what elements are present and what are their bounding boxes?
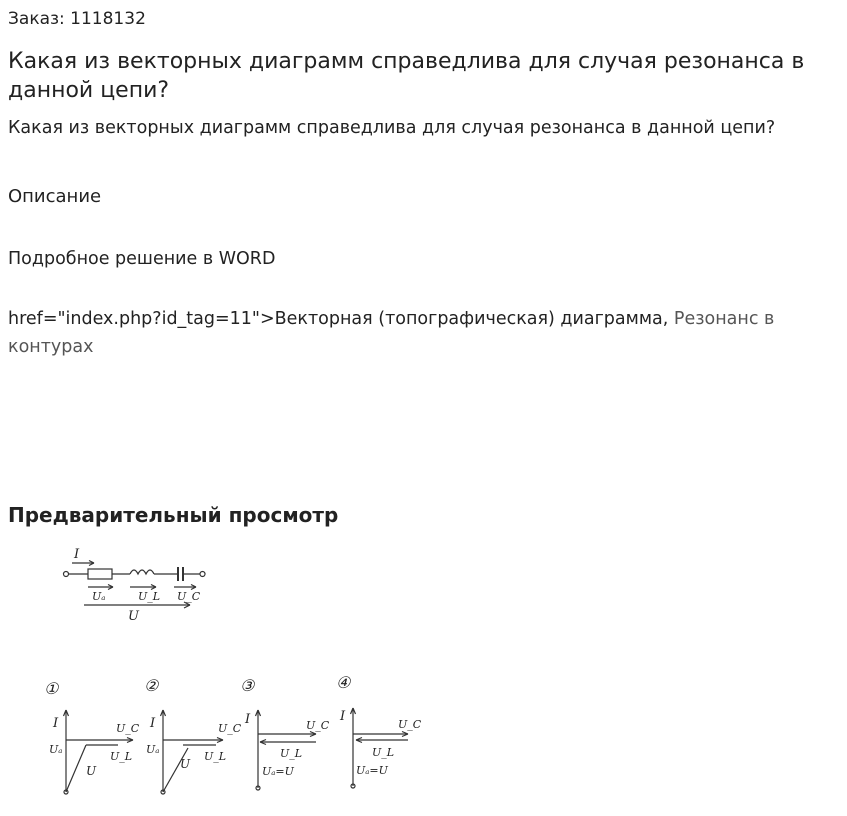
circuit-label-uc: U_C [177,590,201,603]
diagram-2-label-i: I [150,716,156,731]
diagram-3-label-i: I [245,712,251,727]
diagram-1-label-i: I [53,716,59,731]
solution-note: Подробное решение в WORD [8,249,276,269]
description-heading: Описание [8,186,102,207]
circuit-label-ua: Uₐ [92,590,106,603]
order-number: Заказ: 1118132 [8,9,146,29]
diagram-3-label-uc: U_C [306,719,330,732]
page-title: Какая из векторных диаграмм справедлива для случая резонанса в данной цепи? [8,49,805,103]
diagram-2-label-u: U [180,757,191,771]
diagram-4-label-ua-eq: Uₐ=U [356,764,388,777]
circuit-figure [58,542,218,624]
circuit-label-ul: U_L [138,590,161,603]
circuit-label-u: U [128,609,139,624]
diagram-4-label-uc: U_C [398,718,422,731]
diagram-4-number: ④ [336,673,351,692]
tags-line [8,305,833,361]
vector-diagrams-figure [38,670,428,802]
diagram-3-label-ua-eq: Uₐ=U [262,765,294,778]
diagram-2-label-ua: Uₐ [146,743,160,756]
tag-link-resonance[interactable]: Резонанс в контурах [8,309,775,357]
preview-heading: Предварительный просмотр [8,503,339,527]
diagram-2-label-ul: U_L [204,750,227,763]
diagram-1-label-uc: U_C [116,722,140,735]
diagram-1-label-u: U [86,764,97,778]
circuit-label-i: I [74,547,80,562]
diagram-4-label-i: I [340,709,346,724]
diagram-3-label-ul: U_L [280,747,303,760]
diagram-3-number: ③ [240,676,255,695]
diagram-2-label-uc: U_C [218,722,242,735]
diagram-1-label-ua: Uₐ [49,743,63,756]
diagram-1-label-ul: U_L [110,750,133,763]
diagram-1-number: ① [44,679,59,698]
diagram-2-number: ② [144,676,159,695]
tags-prefix: href="index.php?id_tag=11">Векторная (топографическая) диаграмма, [8,309,674,329]
question-text: Какая из векторных диаграмм справедлива для случая резонанса в данной цепи? [8,118,776,138]
diagram-4-label-ul: U_L [372,746,395,759]
